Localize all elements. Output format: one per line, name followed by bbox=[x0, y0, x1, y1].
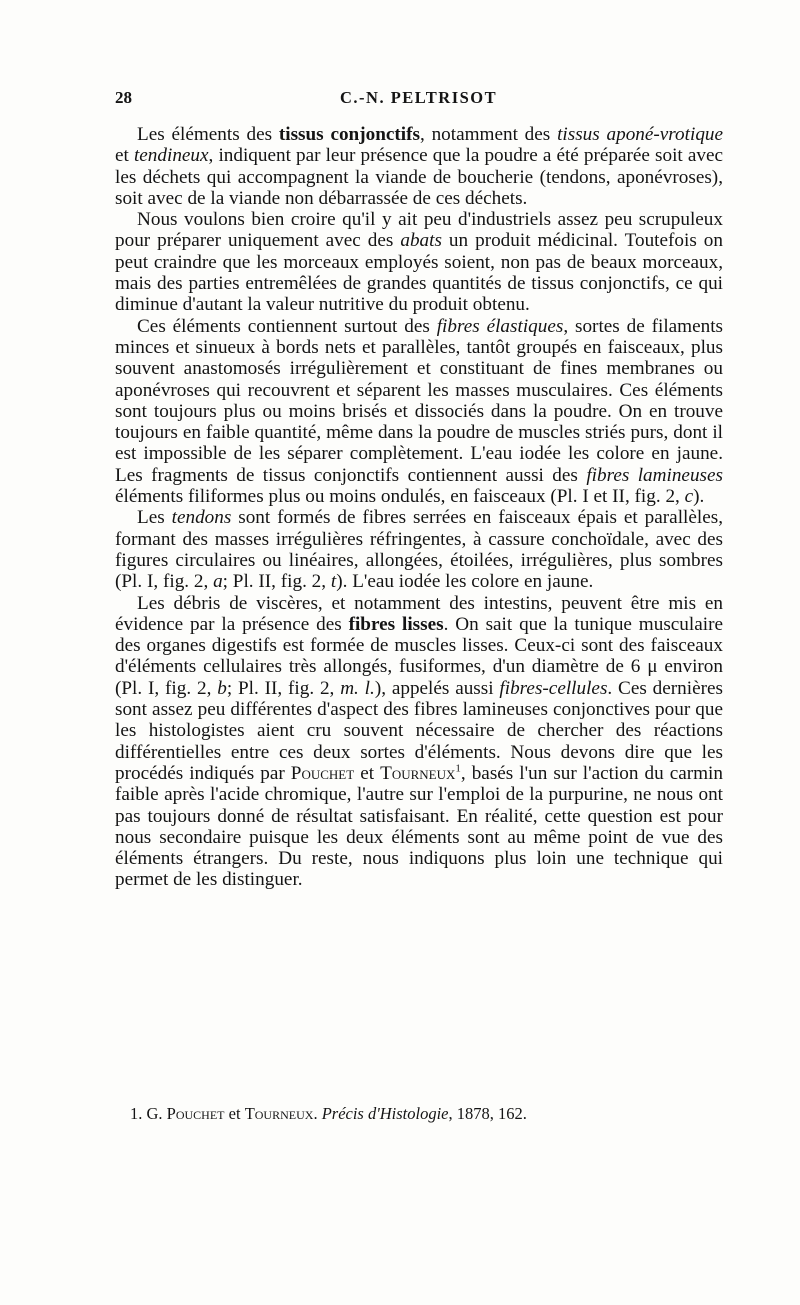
text-run: Les bbox=[137, 507, 172, 529]
text-run: ), appelés aussi bbox=[374, 677, 500, 699]
emphasis-italic: tendons bbox=[171, 507, 232, 529]
page-number: 28 bbox=[115, 88, 132, 107]
text-run: éléments filiformes plus ou moins ondulés, en faisceaux (Pl. I et II, fig. 2, bbox=[115, 486, 685, 508]
paragraph bbox=[115, 209, 723, 315]
text-run: et bbox=[115, 145, 134, 167]
running-head: C.-N. PELTRISOT bbox=[340, 88, 498, 107]
text-run: , sortes de filaments minces et sinueux à bords nets et parallèles, tantôt groupés en faisceaux, plus souvent anastomosés irrégulièrement et constituant de fines membranes ou aponévroses qui recouvrent et séparent les masses musculaires. Ces éléments sont toujours plus ou moins brisés et dissociés dans la poudre. On en trouve toujours en faible quantité, même dans la poudre de muscles striés purs, dont il est impossible de les séparer complètement. L'eau iodée les colore en jaune. Les fragments de tissus conjonctifs contiennent aussi des bbox=[115, 315, 724, 486]
paragraph bbox=[115, 593, 723, 891]
text-run: et bbox=[224, 1104, 245, 1123]
text-run: ; Pl. II, fig. 2, bbox=[222, 571, 331, 593]
text-run: Ces éléments contiennent surtout des bbox=[137, 315, 437, 337]
emphasis-italic: a bbox=[213, 571, 223, 593]
footnote bbox=[130, 1104, 730, 1124]
text-run: 1. G. bbox=[130, 1104, 167, 1123]
emphasis-italic: tendineux bbox=[133, 145, 209, 167]
text-run: sont formés de fibres serrées en faisceaux épais et parallèles, formant des masses irrégulières réfringentes, à cassure conchoïdale, avec des figures circulaires ou linéaires, allongées, étoilées, irrégulières, plus sombres (Pl. I, fig. 2, bbox=[115, 507, 723, 593]
emphasis-italic: abats bbox=[400, 230, 442, 252]
text-run: ). bbox=[693, 486, 705, 508]
emphasis-italic: m. l. bbox=[340, 677, 375, 699]
book-title: Précis d'Histologie bbox=[321, 1104, 449, 1123]
author-name: Pouchet bbox=[166, 1104, 225, 1123]
text-run: . bbox=[313, 1104, 322, 1123]
footnote-marker: 1 bbox=[455, 762, 461, 775]
emphasis-italic: b bbox=[217, 677, 227, 699]
text-run: . On sait que la tunique musculaire des organes digestifs est formée de muscles lisses. Ceux-ci sont des faisceaux d'éléments cellulaires très allongés, fusiformes, d'un diamètre de 6 μ environ (Pl. I, fig. 2, bbox=[115, 613, 723, 699]
emphasis-italic: tissus aponé-vrotique bbox=[557, 124, 724, 145]
text-run: et bbox=[354, 762, 381, 784]
author-name: Tourneux bbox=[380, 762, 456, 784]
emphasis-italic: fibres élastiques bbox=[436, 315, 564, 337]
emphasis-italic: fibres-cellules bbox=[499, 677, 608, 699]
paragraph bbox=[115, 124, 723, 209]
text-run: ). L'eau iodée les colore en jaune. bbox=[336, 571, 594, 593]
body-text bbox=[115, 124, 723, 891]
text-run: , indiquent par leur présence que la poudre a été préparée soit avec les déchets qui accompagnent la viande de boucherie (tendons, aponévroses), soit avec de la viande non débarrassée de ces déchets. bbox=[115, 145, 723, 209]
text-run: Les éléments des bbox=[137, 124, 279, 145]
text-run: , basés l'un sur l'action du carmin faible après l'acide chromique, l'autre sur l'emploi de la purpurine, ne nous ont pas toujours donné de résultat satisfaisant. En réalité, cette question est pour nous secondaire puisque les deux éléments sont au même point de vue des éléments étrangers. Du reste, nous indiquons plus loin une technique qui permet de les distinguer. bbox=[115, 762, 723, 891]
text-run: Les débris de viscères, et notamment des intestins, peuvent être mis en évidence par la présence des bbox=[115, 592, 723, 635]
author-name: Tourneux bbox=[244, 1104, 314, 1123]
paragraph bbox=[115, 507, 723, 592]
text-run: , notamment des bbox=[419, 124, 558, 145]
author-name: Pouchet bbox=[290, 762, 355, 784]
paragraph bbox=[115, 316, 723, 508]
text-run: un produit médicinal. Toutefois on peut craindre que les morceaux employés soient, non pas de beaux morceaux, mais des parties entremêlées de grandes quantités de tissus conjonctifs, ce qui diminue d'autant la valeur nutritive du produit obtenu. bbox=[115, 230, 723, 316]
text-run: Nous voulons bien croire qu'il y ait peu d'industriels assez peu scrupuleux pour préparer uniquement avec des bbox=[115, 209, 723, 252]
emphasis-italic: c bbox=[684, 486, 694, 508]
page-header bbox=[115, 88, 715, 112]
text-run: , 1878, 162. bbox=[448, 1104, 527, 1123]
emphasis-italic: fibres lamineuses bbox=[586, 464, 723, 486]
emphasis-bold: tissus conjonctifs bbox=[278, 124, 420, 145]
emphasis-italic: t bbox=[330, 571, 337, 593]
text-run: . Ces dernières sont assez peu différentes d'aspect des fibres lamineuses conjonctives pour que les histologistes aient cru souvent nécessaire de chercher des réactions différentielles entre ces deux sortes d'éléments. Nous devons dire que les procédés indiqués par bbox=[115, 677, 723, 784]
text-run: ; Pl. II, fig. 2, bbox=[226, 677, 341, 699]
emphasis-bold: fibres lisses bbox=[348, 613, 444, 635]
